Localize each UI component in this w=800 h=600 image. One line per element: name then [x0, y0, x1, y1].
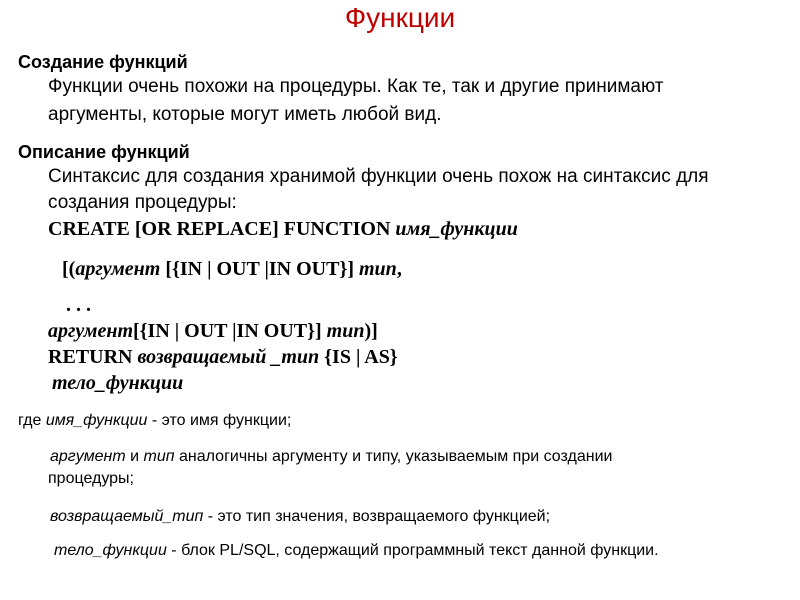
code-return-type: возвращаемый _тип [137, 346, 320, 368]
note1-prefix: где [18, 412, 42, 429]
code-is-as: {IS | AS} [324, 346, 398, 368]
code-line-arg1 [62, 258, 402, 281]
code-arg1: аргумент [75, 258, 161, 280]
note-argument-type [50, 448, 612, 466]
note4-term: тело_функции [54, 542, 167, 559]
section1-text-line2: аргументы, которые могут иметь любой вид. [48, 104, 442, 125]
note4-text: - блок PL/SQL, содержащий программный текст данной функции. [171, 542, 659, 559]
code-arg1-mode: [{IN | OUT |IN OUT}] [165, 258, 354, 280]
note2-text: аналогичны аргументу и типу, указываемым при создании [179, 448, 613, 465]
code-arg1-comma: , [396, 258, 402, 280]
note3-term: возвращаемый_тип [50, 508, 204, 525]
note1-text: - это имя функции; [151, 412, 292, 429]
code-arg1-type: тип [359, 258, 397, 280]
note-function-body [54, 542, 659, 560]
note-return-type [50, 508, 550, 526]
code-return-keyword: RETURN [48, 346, 133, 368]
section2-text-line2: создания процедуры: [48, 192, 237, 213]
section-heading-describe: Описание функций [18, 142, 190, 162]
code-argn: аргумент [48, 320, 133, 342]
code-line-create [48, 218, 518, 241]
code-create-keyword: CREATE [OR REPLACE] FUNCTION [48, 218, 391, 240]
code-close-bracket: )] [364, 320, 378, 342]
note2-term2: тип [143, 448, 175, 465]
code-line-return [48, 346, 398, 369]
code-function-name: имя_функции [395, 218, 518, 240]
code-line-argn [48, 320, 378, 343]
note2-line2: процедуры; [48, 470, 134, 487]
section-heading-create: Создание функций [18, 52, 188, 72]
code-argn-type: тип [326, 320, 365, 342]
note1-term: имя_функции [45, 412, 148, 429]
note3-text: - это тип значения, возвращаемого функцией; [207, 508, 551, 525]
code-line-body: тело_функции [52, 372, 184, 394]
section1-text-line1: Функции очень похожи на процедуры. Как те, так и другие принимают [48, 76, 664, 97]
note-function-name [18, 412, 291, 430]
code-line-ellipsis: . . . [66, 294, 91, 316]
code-argn-mode: [{IN | OUT |IN OUT}] [133, 320, 322, 342]
code-open-bracket: [( [62, 258, 76, 280]
note2-and: и [130, 448, 140, 465]
slide-title: Функции [344, 2, 456, 33]
note2-term1: аргумент [50, 448, 126, 465]
section2-text-line1: Синтаксис для создания хранимой функции очень похож на синтаксис для [48, 166, 709, 187]
